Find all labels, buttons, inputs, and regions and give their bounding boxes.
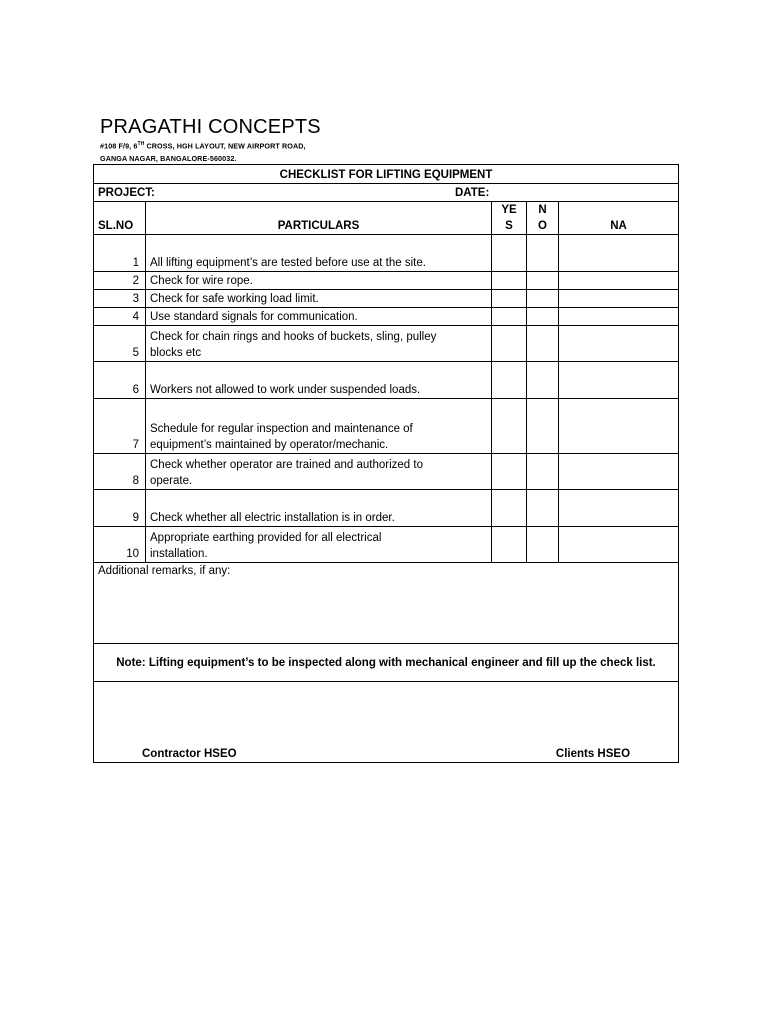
form-title: CHECKLIST FOR LIFTING EQUIPMENT (94, 165, 679, 184)
row-number: 5 (94, 326, 146, 362)
column-header-row (94, 202, 679, 235)
row-number: 9 (94, 490, 146, 527)
remarks-row (94, 563, 679, 644)
col-no-header: N O (527, 202, 559, 235)
table-row (94, 454, 679, 490)
table-row (94, 527, 679, 563)
table-row (94, 326, 679, 362)
address-line-1: #108 F/9, 6TH CROSS, HGH LAYOUT, NEW AIRPORT ROAD, (100, 141, 306, 151)
no-cell[interactable] (527, 399, 559, 454)
na-cell[interactable] (559, 399, 679, 454)
yes-cell[interactable] (492, 527, 527, 563)
na-cell[interactable] (559, 308, 679, 326)
table-row (94, 399, 679, 454)
yes-cell[interactable] (492, 326, 527, 362)
na-cell[interactable] (559, 290, 679, 308)
clients-signature-label: Clients HSEO (555, 748, 631, 760)
yes-cell[interactable] (492, 308, 527, 326)
no-cell[interactable] (527, 454, 559, 490)
no-cell[interactable] (527, 490, 559, 527)
table-row (94, 362, 679, 399)
col-slno-header: SL.NO (94, 202, 146, 235)
note-row (94, 644, 679, 682)
row-particular: Appropriate earthing provided for all electrical installation. (146, 527, 492, 563)
title-row (94, 165, 679, 184)
inspection-note: Note: Lifting equipment’s to be inspected along with mechanical engineer and fill up the check list. (94, 644, 679, 682)
row-number: 7 (94, 399, 146, 454)
no-cell[interactable] (527, 308, 559, 326)
na-cell[interactable] (559, 362, 679, 399)
table-row (94, 290, 679, 308)
table-row (94, 308, 679, 326)
company-name: PRAGATHI CONCEPTS (100, 116, 321, 138)
na-cell[interactable] (559, 527, 679, 563)
project-date-row (94, 184, 679, 202)
na-cell[interactable] (559, 490, 679, 527)
row-number: 3 (94, 290, 146, 308)
address-line-2: GANGA NAGAR, BANGALORE-560032. (100, 154, 237, 163)
yes-cell[interactable] (492, 362, 527, 399)
row-particular: Check whether all electric installation is in order. (146, 490, 492, 527)
date-label: DATE: (455, 187, 490, 199)
row-particular: Use standard signals for communication. (146, 308, 492, 326)
row-number: 10 (94, 527, 146, 563)
col-yes-header: YE S (492, 202, 527, 235)
no-cell[interactable] (527, 326, 559, 362)
row-number: 4 (94, 308, 146, 326)
table-row (94, 235, 679, 272)
na-cell[interactable] (559, 235, 679, 272)
row-particular: Check for chain rings and hooks of buckets, sling, pulley blocks etc (146, 326, 492, 362)
row-number: 1 (94, 235, 146, 272)
na-cell[interactable] (559, 454, 679, 490)
table-row (94, 490, 679, 527)
row-particular: Check for safe working load limit. (146, 290, 492, 308)
yes-cell[interactable] (492, 235, 527, 272)
no-cell[interactable] (527, 290, 559, 308)
yes-cell[interactable] (492, 490, 527, 527)
col-na-header: NA (559, 202, 679, 235)
row-number: 6 (94, 362, 146, 399)
na-cell[interactable] (559, 272, 679, 290)
row-particular: All lifting equipment’s are tested before use at the site. (146, 235, 492, 272)
col-particulars-header: PARTICULARS (146, 202, 492, 235)
yes-cell[interactable] (492, 290, 527, 308)
yes-cell[interactable] (492, 272, 527, 290)
row-particular: Check for wire rope. (146, 272, 492, 290)
no-cell[interactable] (527, 235, 559, 272)
yes-cell[interactable] (492, 454, 527, 490)
signature-row (94, 682, 679, 763)
checklist-table (93, 164, 679, 763)
row-number: 2 (94, 272, 146, 290)
na-cell[interactable] (559, 326, 679, 362)
no-cell[interactable] (527, 527, 559, 563)
row-particular: Workers not allowed to work under suspended loads. (146, 362, 492, 399)
yes-cell[interactable] (492, 399, 527, 454)
remarks-field[interactable]: Additional remarks, if any: (94, 563, 679, 644)
row-particular: Check whether operator are trained and authorized to operate. (146, 454, 492, 490)
contractor-signature-label: Contractor HSEO (142, 748, 237, 760)
no-cell[interactable] (527, 362, 559, 399)
project-label: PROJECT: (98, 187, 155, 199)
row-number: 8 (94, 454, 146, 490)
row-particular: Schedule for regular inspection and maintenance of equipment’s maintained by operator/mechanic. (146, 399, 492, 454)
no-cell[interactable] (527, 272, 559, 290)
table-row (94, 272, 679, 290)
